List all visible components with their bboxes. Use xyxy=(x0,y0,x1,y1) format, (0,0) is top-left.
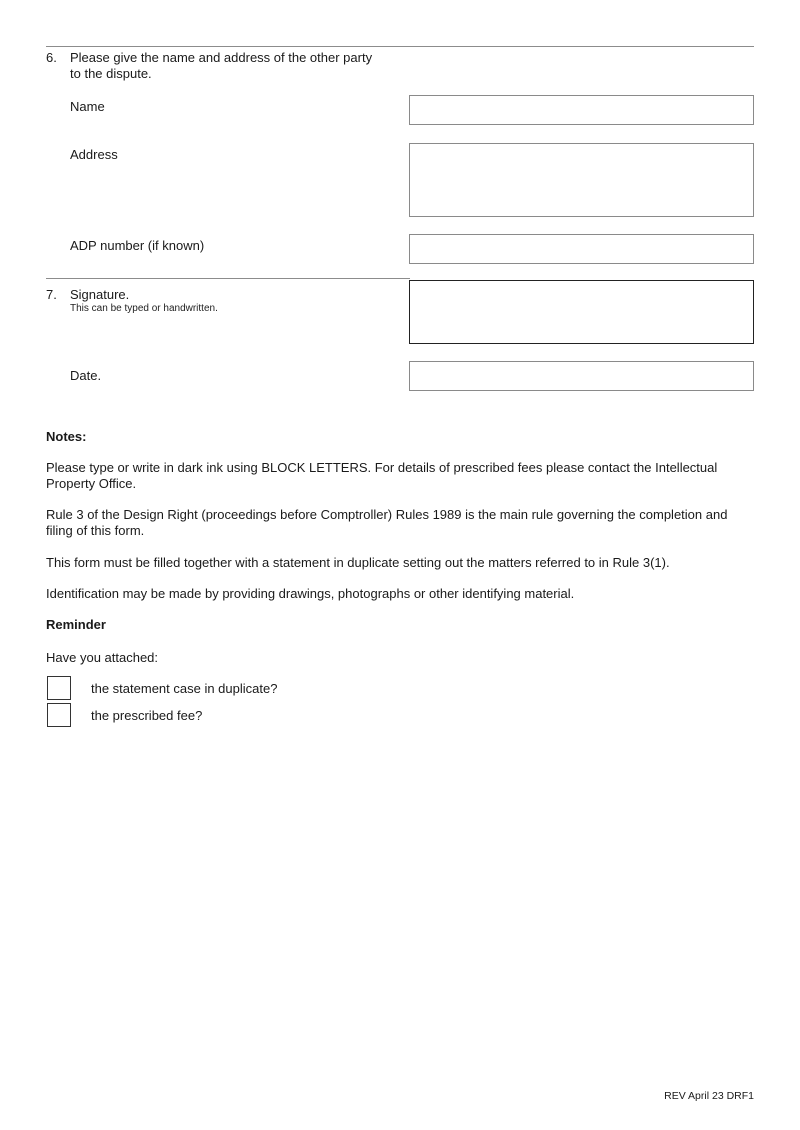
top-divider xyxy=(46,46,754,47)
name-label: Name xyxy=(70,99,105,114)
notes-paragraph-4: Identification may be made by providing drawings, photographs or other identifying material. xyxy=(46,586,575,601)
signature-label: Signature. xyxy=(70,287,130,302)
section-6-number: 6. xyxy=(46,50,57,65)
form-revision-code: REV April 23 DRF1 xyxy=(664,1090,754,1102)
fee-checkbox[interactable] xyxy=(47,703,71,727)
signature-input[interactable] xyxy=(409,280,754,344)
fee-checkbox-label: the prescribed fee? xyxy=(91,708,203,723)
date-label: Date. xyxy=(70,368,102,383)
notes-paragraph-2: Rule 3 of the Design Right (proceedings before Comptroller) Rules 1989 is the main rule governing the completion and filing of this form. xyxy=(46,507,728,538)
statement-checkbox[interactable] xyxy=(47,676,71,700)
reminder-intro: Have you attached: xyxy=(46,650,159,665)
reminder-heading: Reminder xyxy=(46,617,106,632)
section-divider xyxy=(46,278,410,279)
signature-hint: This can be typed or handwritten. xyxy=(70,303,218,314)
section-6-question-line2: to the dispute. xyxy=(70,66,152,81)
notes-heading: Notes: xyxy=(46,429,87,444)
address-input[interactable] xyxy=(409,143,754,217)
section-6-question-line1: Please give the name and address of the other party xyxy=(70,50,373,65)
adp-number-input[interactable] xyxy=(409,234,754,264)
notes-paragraph-3: This form must be filled together with a statement in duplicate setting out the matters referred to in Rule 3(1). xyxy=(46,555,670,570)
statement-checkbox-label: the statement case in duplicate? xyxy=(91,681,278,696)
notes-paragraph-1: Please type or write in dark ink using BLOCK LETTERS. For details of prescribed fees please contact the Intellectual Property Office. xyxy=(46,460,718,491)
section-7-number: 7. xyxy=(46,287,57,302)
name-input[interactable] xyxy=(409,95,754,125)
address-label: Address xyxy=(70,147,118,162)
adp-number-label: ADP number (if known) xyxy=(70,238,205,253)
date-input[interactable] xyxy=(409,361,754,391)
